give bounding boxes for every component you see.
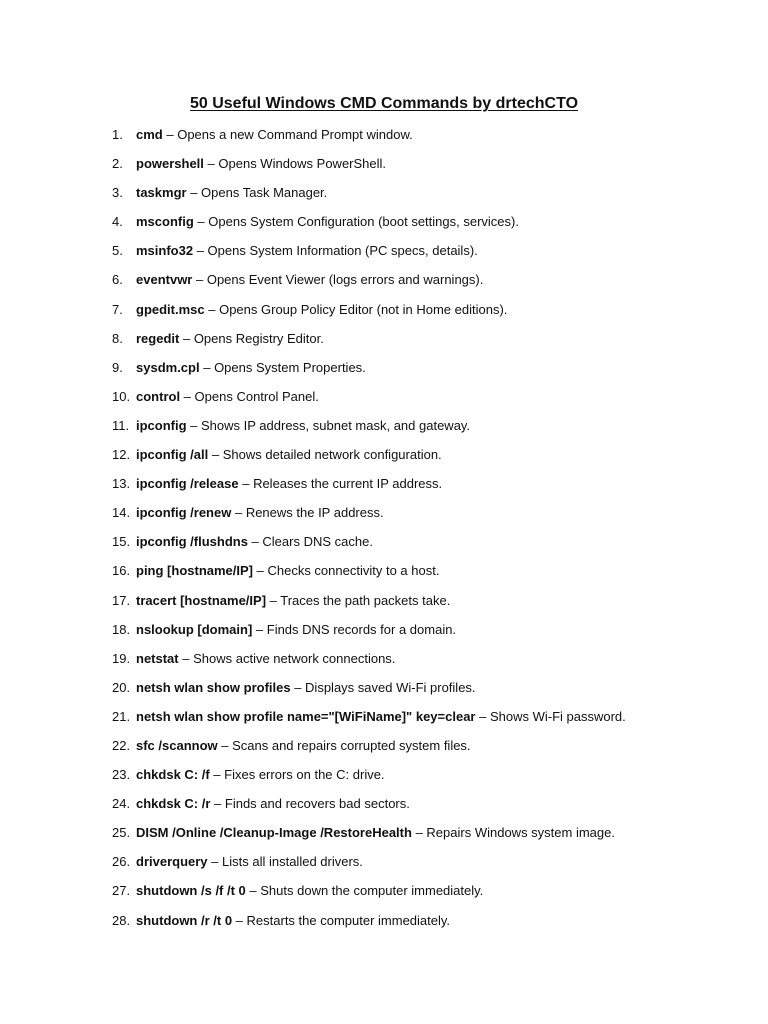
list-item-number: 17. xyxy=(112,592,131,608)
command-separator: – xyxy=(192,272,207,288)
command-separator: – xyxy=(199,359,215,375)
list-item xyxy=(0,793,768,822)
command-separator: – xyxy=(203,156,219,172)
command-name: ping [hostname/IP] xyxy=(136,563,253,579)
list-item xyxy=(0,153,768,182)
list-item xyxy=(0,706,768,735)
command-name: tracert [hostname/IP] xyxy=(136,592,267,608)
list-item-number: 15. xyxy=(112,534,131,550)
command-description: Shows IP address, subnet mask, and gateway. xyxy=(201,417,471,433)
list-item xyxy=(0,269,768,298)
command-description: Repairs Windows system image. xyxy=(426,825,615,841)
command-separator: – xyxy=(178,650,194,666)
command-name: DISM /Online /Cleanup-Image /RestoreHealth xyxy=(136,825,412,841)
list-item-body xyxy=(136,793,410,815)
list-item-body xyxy=(136,240,478,262)
command-name: cmd xyxy=(136,127,163,142)
list-item xyxy=(0,851,768,880)
command-name: control xyxy=(136,388,181,404)
list-item xyxy=(0,910,768,939)
command-name: driverquery xyxy=(136,854,208,870)
list-item-body xyxy=(136,851,363,873)
list-item-body xyxy=(136,619,456,641)
list-item-number: 16. xyxy=(112,563,131,579)
list-item xyxy=(0,531,768,560)
list-item-number: 11. xyxy=(112,417,130,433)
list-item xyxy=(0,357,768,386)
list-item xyxy=(0,677,768,706)
command-name: ipconfig xyxy=(136,417,187,433)
list-item xyxy=(0,124,768,153)
list-item-number: 2. xyxy=(112,156,123,172)
list-item-number: 19. xyxy=(112,650,131,666)
command-description: Opens Group Policy Editor (not in Home editions). xyxy=(219,301,508,317)
command-description: Opens a new Command Prompt window. xyxy=(177,127,413,142)
command-description: Shows detailed network configuration. xyxy=(222,447,442,463)
command-description: Shows Wi-Fi password. xyxy=(489,708,626,724)
command-name: ipconfig /flushdns xyxy=(136,534,248,550)
command-description: Opens Registry Editor. xyxy=(193,330,324,346)
list-item-body xyxy=(136,182,327,204)
list-item xyxy=(0,880,768,909)
list-item xyxy=(0,502,768,531)
command-name: chkdsk C: /f xyxy=(136,767,210,783)
command-description: Opens System Configuration (boot settings, services). xyxy=(208,214,519,230)
list-item-number: 20. xyxy=(112,679,131,695)
list-item-number: 14. xyxy=(112,505,131,521)
list-item-body xyxy=(136,590,450,612)
command-name: shutdown /r /t 0 xyxy=(136,912,233,928)
list-item-body xyxy=(136,415,470,437)
command-description: Shows active network connections. xyxy=(193,650,396,666)
list-item-body xyxy=(136,764,385,786)
document-title-text: 50 Useful Windows CMD Commands by drtechCTO xyxy=(189,95,579,112)
command-separator: – xyxy=(253,563,268,579)
list-item-body xyxy=(136,910,450,932)
list-item-number: 6. xyxy=(112,272,123,288)
list-item-body xyxy=(136,153,386,175)
command-description: Traces the path packets take. xyxy=(280,592,451,608)
command-separator: – xyxy=(238,476,254,492)
list-item xyxy=(0,473,768,502)
list-item xyxy=(0,328,768,357)
command-name: netstat xyxy=(136,650,179,666)
command-description: Releases the current IP address. xyxy=(253,476,443,492)
list-item xyxy=(0,590,768,619)
list-item-number: 21. xyxy=(112,708,131,724)
command-description: Opens Control Panel. xyxy=(194,388,319,404)
command-name: eventvwr xyxy=(136,272,193,288)
command-name: netsh wlan show profile name="[WiFiName]" key=clear xyxy=(136,708,476,724)
command-separator: – xyxy=(475,708,490,724)
list-item-body xyxy=(136,299,507,321)
command-description: Opens System Information (PC specs, details). xyxy=(207,243,478,259)
command-description: Scans and repairs corrupted system files. xyxy=(232,737,471,753)
list-item-body xyxy=(136,706,626,728)
list-item-body xyxy=(136,648,395,670)
document-title xyxy=(0,93,768,115)
command-separator: – xyxy=(252,621,267,637)
command-separator: – xyxy=(210,796,225,812)
list-item xyxy=(0,415,768,444)
command-name: ipconfig /release xyxy=(136,476,239,492)
command-separator: – xyxy=(411,825,427,841)
list-item-number: 24. xyxy=(112,796,131,812)
command-name: powershell xyxy=(136,156,204,172)
command-separator: – xyxy=(179,330,194,346)
list-item-number: 5. xyxy=(112,243,123,259)
list-item-body xyxy=(136,124,413,146)
list-item-body xyxy=(136,211,519,233)
command-name: nslookup [domain] xyxy=(136,621,253,637)
command-name: sfc /scannow xyxy=(136,737,218,753)
list-item xyxy=(0,444,768,473)
command-separator: – xyxy=(162,127,178,142)
list-item xyxy=(0,560,768,589)
command-name: shutdown /s /f /t 0 xyxy=(136,883,246,899)
list-item-number: 8. xyxy=(112,330,123,346)
list-item-body xyxy=(136,473,442,495)
list-item-number: 1. xyxy=(112,127,123,142)
list-item xyxy=(0,211,768,240)
command-name: chkdsk C: /r xyxy=(136,796,211,812)
list-item-number: 7. xyxy=(112,301,123,317)
list-item xyxy=(0,822,768,851)
command-separator: – xyxy=(209,767,225,783)
list-item-body xyxy=(136,822,615,844)
command-separator: – xyxy=(247,534,263,550)
command-separator: – xyxy=(186,417,202,433)
command-description: Restarts the computer immediately. xyxy=(246,912,451,928)
list-item-body xyxy=(136,531,373,553)
list-item-body xyxy=(136,328,324,350)
command-separator: – xyxy=(180,388,195,404)
list-item xyxy=(0,619,768,648)
list-item xyxy=(0,735,768,764)
command-separator: – xyxy=(204,301,220,317)
list-item xyxy=(0,182,768,211)
list-item-number: 4. xyxy=(112,214,123,230)
command-name: msconfig xyxy=(136,214,194,230)
command-name: ipconfig /all xyxy=(136,447,209,463)
list-item xyxy=(0,240,768,269)
list-item-number: 23. xyxy=(112,767,131,783)
command-name: netsh wlan show profiles xyxy=(136,679,291,695)
command-description: Opens Windows PowerShell. xyxy=(218,156,387,172)
list-item-number: 12. xyxy=(112,447,131,463)
command-description: Opens System Properties. xyxy=(214,359,366,375)
list-item-number: 27. xyxy=(112,883,131,899)
command-separator: – xyxy=(290,679,306,695)
list-item xyxy=(0,386,768,415)
list-item-body xyxy=(136,735,471,757)
list-item-body xyxy=(136,444,442,466)
command-list xyxy=(0,124,768,939)
list-item-number: 25. xyxy=(112,825,131,841)
list-item-number: 13. xyxy=(112,476,131,492)
command-name: ipconfig /renew xyxy=(136,505,232,521)
command-separator: – xyxy=(266,592,281,608)
command-name: regedit xyxy=(136,330,180,346)
command-description: Clears DNS cache. xyxy=(262,534,373,550)
command-description: Opens Event Viewer (logs errors and warnings). xyxy=(206,272,484,288)
list-item-number: 28. xyxy=(112,912,131,928)
command-description: Checks connectivity to a host. xyxy=(267,563,440,579)
list-item-number: 10. xyxy=(112,388,131,404)
command-separator: – xyxy=(193,214,209,230)
list-item-body xyxy=(136,677,476,699)
command-separator: – xyxy=(245,883,261,899)
command-description: Shuts down the computer immediately. xyxy=(260,883,484,899)
command-description: Fixes errors on the C: drive. xyxy=(224,767,385,783)
command-separator: – xyxy=(208,447,223,463)
list-item xyxy=(0,648,768,677)
list-item xyxy=(0,764,768,793)
command-description: Displays saved Wi-Fi profiles. xyxy=(305,679,476,695)
command-name: gpedit.msc xyxy=(136,301,205,317)
command-description: Opens Task Manager. xyxy=(201,185,328,201)
command-description: Finds and recovers bad sectors. xyxy=(224,796,410,812)
list-item-body xyxy=(136,880,483,902)
command-separator: – xyxy=(207,854,223,870)
list-item-number: 9. xyxy=(112,359,123,375)
list-item-number: 3. xyxy=(112,185,123,201)
list-item-body xyxy=(136,357,366,379)
command-description: Lists all installed drivers. xyxy=(222,854,363,870)
list-item-number: 18. xyxy=(112,621,131,637)
list-item xyxy=(0,299,768,328)
list-item-number: 26. xyxy=(112,854,131,870)
list-item-number: 22. xyxy=(112,737,131,753)
list-item-body xyxy=(136,269,483,291)
command-description: Renews the IP address. xyxy=(245,505,384,521)
list-item-body xyxy=(136,560,439,582)
command-separator: – xyxy=(186,185,202,201)
command-name: sysdm.cpl xyxy=(136,359,200,375)
command-description: Finds DNS records for a domain. xyxy=(266,621,457,637)
command-name: msinfo32 xyxy=(136,243,194,259)
command-separator: – xyxy=(193,243,208,259)
command-separator: – xyxy=(231,505,246,521)
command-separator: – xyxy=(232,912,247,928)
command-separator: – xyxy=(217,737,233,753)
command-name: taskmgr xyxy=(136,185,187,201)
list-item-body xyxy=(136,386,319,408)
list-item-body xyxy=(136,502,384,524)
